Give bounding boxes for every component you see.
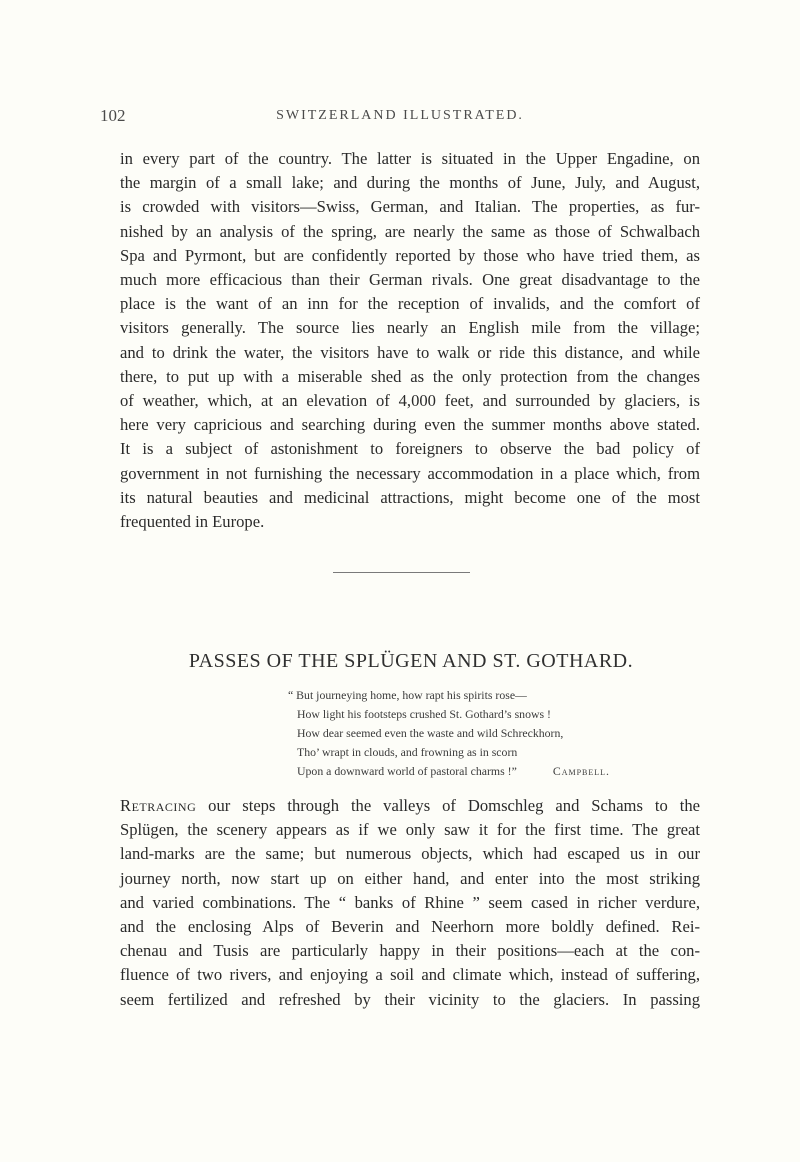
text-line: of weather, which, at an elevation of 4,000 feet, and surrounded by glaciers, is (120, 391, 700, 411)
text-line: land-marks are the same; but numerous objects, which had escaped us in our (120, 844, 700, 864)
body-paragraph-1 (120, 147, 700, 534)
text-line: much more efficacious than their German rivals. One great disadvantage to the (120, 270, 700, 290)
text-line: place is the want of an inn for the reception of invalids, and the comfort of (120, 294, 700, 314)
text-line: seem fertilized and refreshed by their vicinity to the glaciers. In passing (120, 989, 700, 1009)
text-line: journey north, now start up on either hand, and enter into the most striking (120, 868, 700, 888)
section-title-text: PASSES OF THE SPLÜGEN AND ST. GOTHARD. (188, 650, 634, 672)
section-divider (333, 572, 470, 573)
text-line: visitors generally. The source lies nearly an English mile from the village; (120, 318, 700, 338)
lead-in: Retracing (120, 796, 197, 815)
epigraph-line-last (288, 762, 610, 781)
text-line (120, 794, 700, 818)
text-line: there, to put up with a miserable shed as the only protection from the changes (120, 366, 700, 386)
epigraph-attribution: Campbell. (552, 764, 610, 778)
page-number: 102 (100, 106, 126, 125)
epigraph-line: How dear seemed even the waste and wild Schreckhorn, (297, 726, 564, 740)
text-line: is crowded with visitors—Swiss, German, and Italian. The properties, as fur- (120, 197, 700, 217)
section-title (0, 650, 800, 673)
text-line: fluence of two rivers, and enjoying a soil and climate which, instead of suffering, (120, 965, 700, 985)
text-line: here very capricious and searching during even the summer months above stated. (120, 415, 700, 435)
text-line: its natural beauties and medicinal attractions, might become one of the most (120, 487, 700, 507)
body-paragraph-2 (120, 794, 700, 1012)
epigraph-line: Upon a downward world of pastoral charms !” (297, 764, 517, 778)
text-line: nished by an analysis of the spring, are nearly the same as those of Schwalbach (120, 221, 700, 241)
text-line: Spa and Pyrmont, but are confidently reported by those who have tried them, as (120, 245, 700, 265)
epigraph-line: “ But journeying home, how rapt his spirits rose— (288, 688, 527, 702)
epigraph (288, 686, 610, 781)
epigraph-line: Tho’ wrapt in clouds, and frowning as in scorn (297, 745, 518, 759)
text-line: government in not furnishing the necessary accommodation in a place which, from (120, 463, 700, 483)
text-line: in every part of the country. The latter is situated in the Upper Engadine, on (120, 149, 700, 168)
running-title: SWITZERLAND ILLUSTRATED. (276, 108, 524, 123)
text-line: the margin of a small lake; and during the months of June, July, and August, (120, 173, 700, 193)
epigraph-line: How light his footsteps crushed St. Gothard’s snows ! (297, 707, 551, 721)
text-line: frequented in Europe. (120, 512, 265, 532)
text-line: and varied combinations. The “ banks of Rhine ” seem cased in richer verdure, (120, 892, 700, 912)
text-line: and to drink the water, the visitors have to walk or ride this distance, and while (120, 342, 700, 362)
text-line-rest: our steps through the valleys of Domschleg and Schams to the (196, 796, 700, 815)
text-line: chenau and Tusis are particularly happy in their positions—each at the con- (120, 941, 700, 961)
text-line: Splügen, the scenery appears as if we only saw it for the first time. The great (120, 820, 700, 840)
text-line: and the enclosing Alps of Beverin and Neerhorn more boldly defined. Rei- (120, 917, 700, 937)
text-line: It is a subject of astonishment to foreigners to observe the bad policy of (120, 439, 700, 459)
